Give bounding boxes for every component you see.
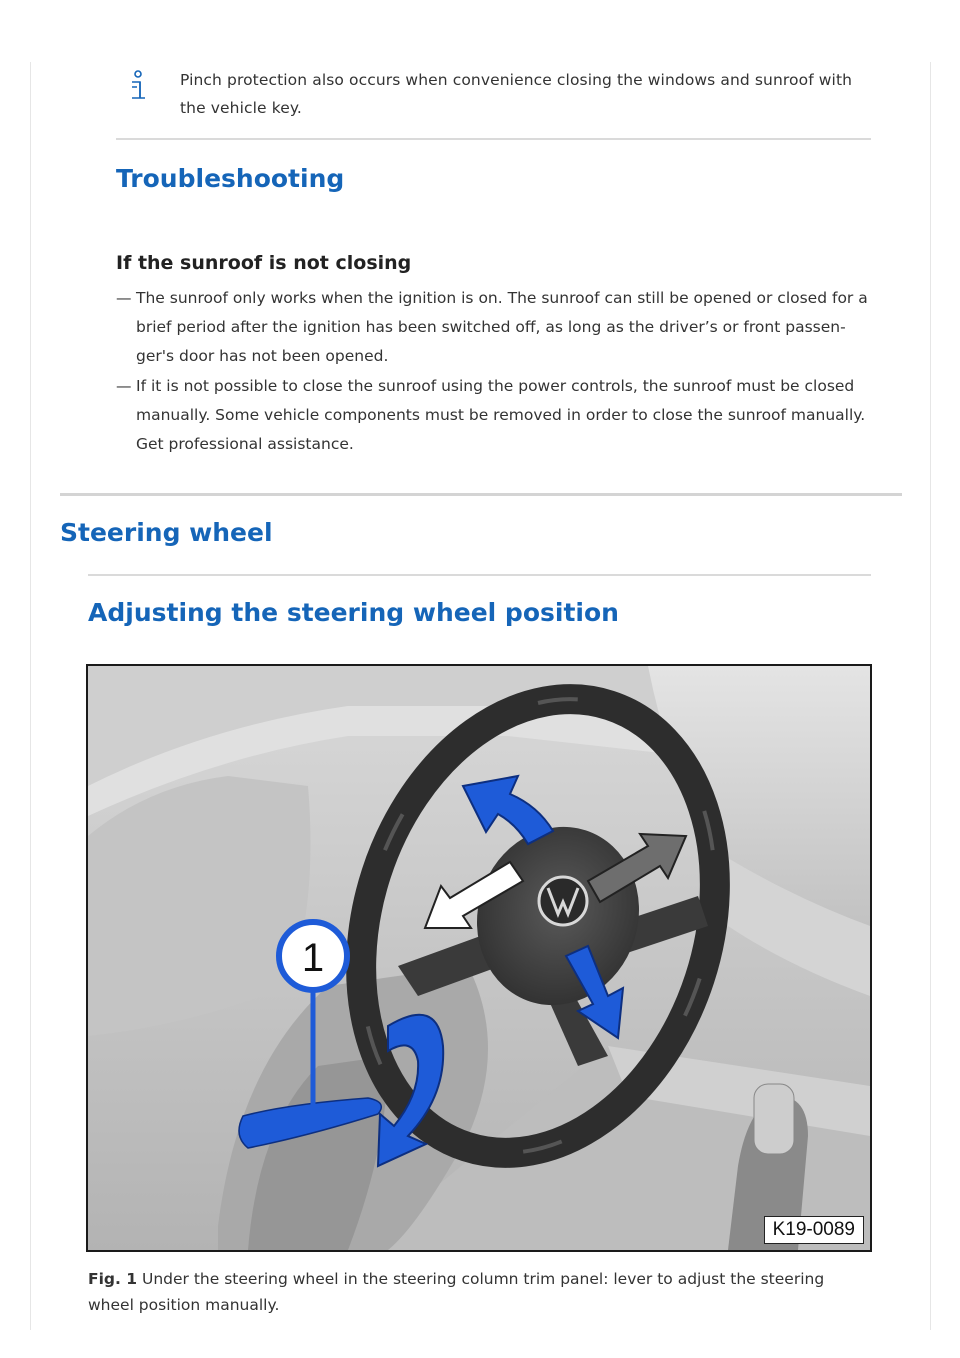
- bullet-text: If it is not possible to close the sunroof using the power controls, the sunroof must be closed manually. Some vehicle components must be removed in order to close the sunroof manually. Get professional assistance.: [136, 377, 866, 453]
- section-divider: [116, 138, 871, 140]
- sunroof-not-closing-heading: If the sunroof is not closing: [116, 252, 412, 274]
- callout-number: 1: [301, 936, 325, 980]
- adjusting-position-heading: Adjusting the steering wheel position: [88, 598, 619, 627]
- gear-knob: [754, 1084, 794, 1154]
- bullet-dash: —: [116, 377, 132, 395]
- steering-wheel-illustration: [88, 666, 870, 1250]
- steering-wheel-heading: Steering wheel: [60, 518, 273, 547]
- bullet-item: [116, 284, 876, 371]
- bullet-text: The sunroof only works when the ignition is on. The sunroof can still be opened or closed for a brief period after the ignition has been switched off, as long as the driver’s or front passen-ger's door has not been opened.: [136, 289, 868, 365]
- bullet-item: [116, 372, 876, 459]
- page-left-rule: [30, 62, 31, 1330]
- troubleshooting-heading: Troubleshooting: [116, 164, 345, 193]
- figure-caption: [88, 1266, 868, 1318]
- figure-code: K19-0089: [764, 1216, 864, 1244]
- figure-caption-text: Under the steering wheel in the steering column trim panel: lever to adjust the steering wheel position manually.: [88, 1270, 825, 1314]
- info-note-text: Pinch protection also occurs when convenience closing the windows and sunroof with the vehicle key.: [180, 71, 853, 117]
- steering-wheel-figure: [86, 664, 872, 1252]
- chapter-divider: [60, 493, 902, 496]
- figure-label: Fig. 1: [88, 1270, 138, 1288]
- page-right-rule: [930, 62, 931, 1330]
- info-icon: [128, 70, 148, 104]
- bullet-dash: —: [116, 289, 132, 307]
- section-divider: [88, 574, 871, 576]
